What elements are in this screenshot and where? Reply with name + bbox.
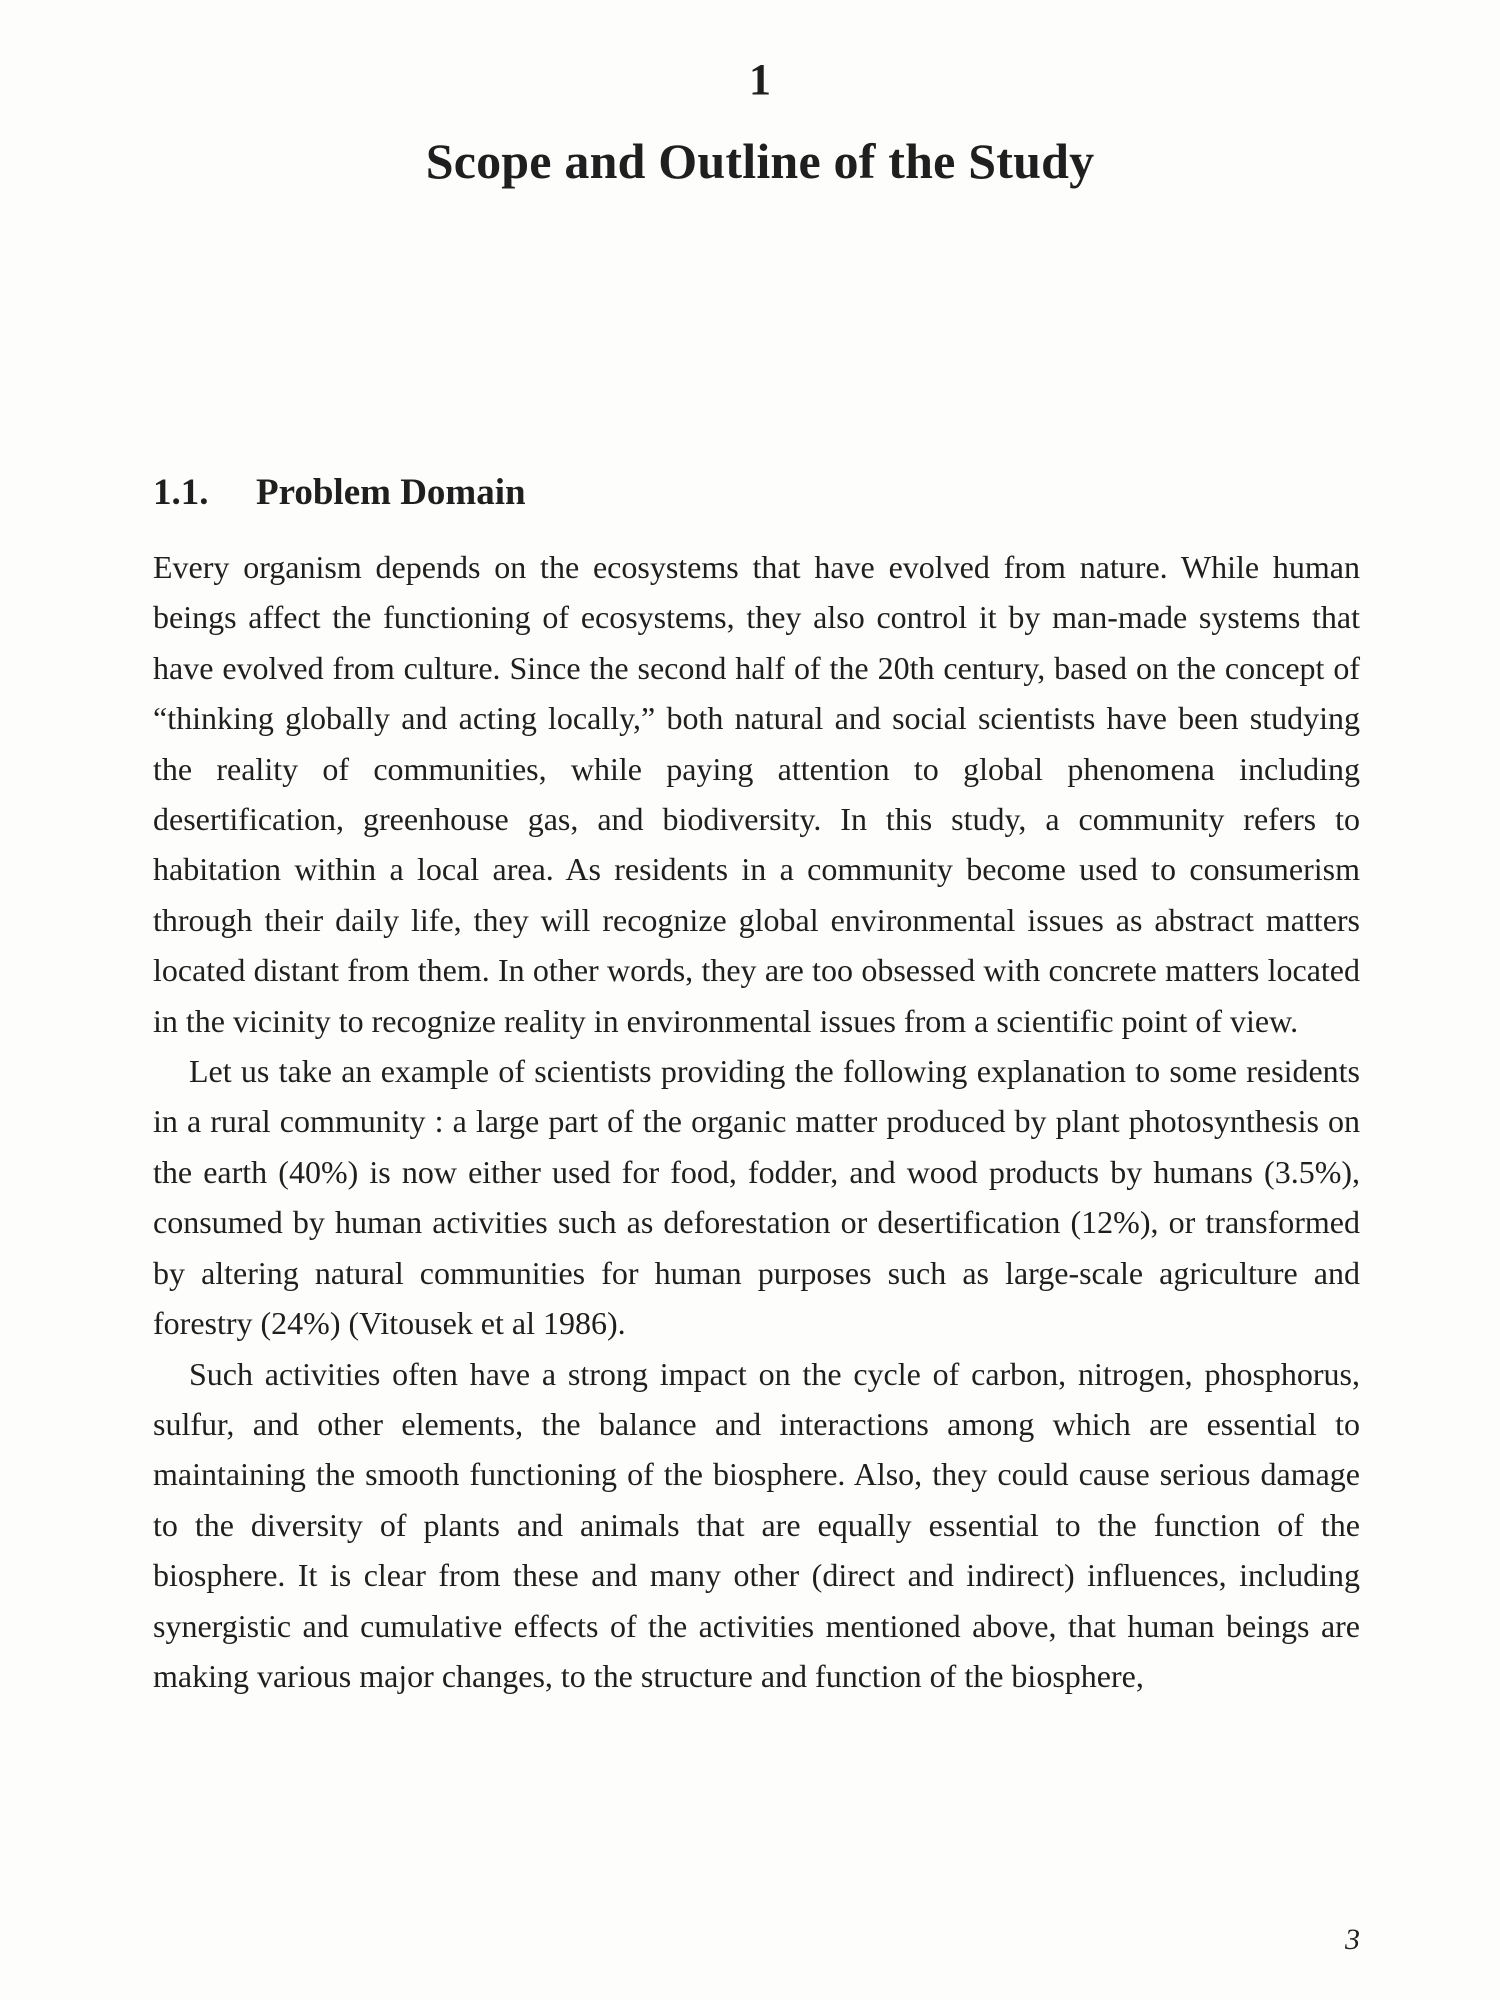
section-number: 1.1. bbox=[153, 472, 209, 513]
page-number: 3 bbox=[1345, 1923, 1360, 1956]
body-text bbox=[153, 542, 1360, 1701]
paragraph: Let us take an example of scientists providing the following explanation to some residents in a rural community : a large part of the organic matter produced by plant photosynthesis on the earth (40%) is now either used for food, fodder, and wood products by humans (3.5%), consumed by human activities such as deforestation or desertification (12%), or transformed by altering natural communities for human purposes such as large-scale agriculture and forestry (24%) (Vitousek et al 1986). bbox=[153, 1053, 1360, 1342]
paragraph: Every organism depends on the ecosystems that have evolved from nature. While human beings affect the functioning of ecosystems, they also control it by man-made systems that have evolved from culture. Since the second half of the 20th century, based on the concept of “thinking globally and acting locally,” both natural and social scientists have been studying the reality of communities, while paying attention to global phenomena including desertification, greenhouse gas, and biodiversity. In this study, a community refers to habitation within a local area. As residents in a community become used to consumerism through their daily life, they will recognize global environmental issues as abstract matters located distant from them. In other words, they are too obsessed with concrete matters located in the vicinity to recognize reality in environmental issues from a scientific point of view. bbox=[153, 549, 1360, 1039]
chapter-number: 1 bbox=[749, 55, 771, 104]
paragraph: Such activities often have a strong impact on the cycle of carbon, nitrogen, phosphorus, sulfur, and other elements, the balance and interactions among which are essential to maintaining the smooth functioning of the biosphere. Also, they could cause serious damage to the diversity of plants and animals that are equally essential to the function of the biosphere. It is clear from these and many other (direct and indirect) influences, including synergistic and cumulative effects of the activities mentioned above, that human beings are making various major changes, to the structure and function of the biosphere, bbox=[153, 1355, 1360, 1694]
section-title: Problem Domain bbox=[256, 472, 526, 513]
chapter-title: Scope and Outline of the Study bbox=[425, 133, 1095, 189]
section-heading bbox=[153, 468, 526, 518]
